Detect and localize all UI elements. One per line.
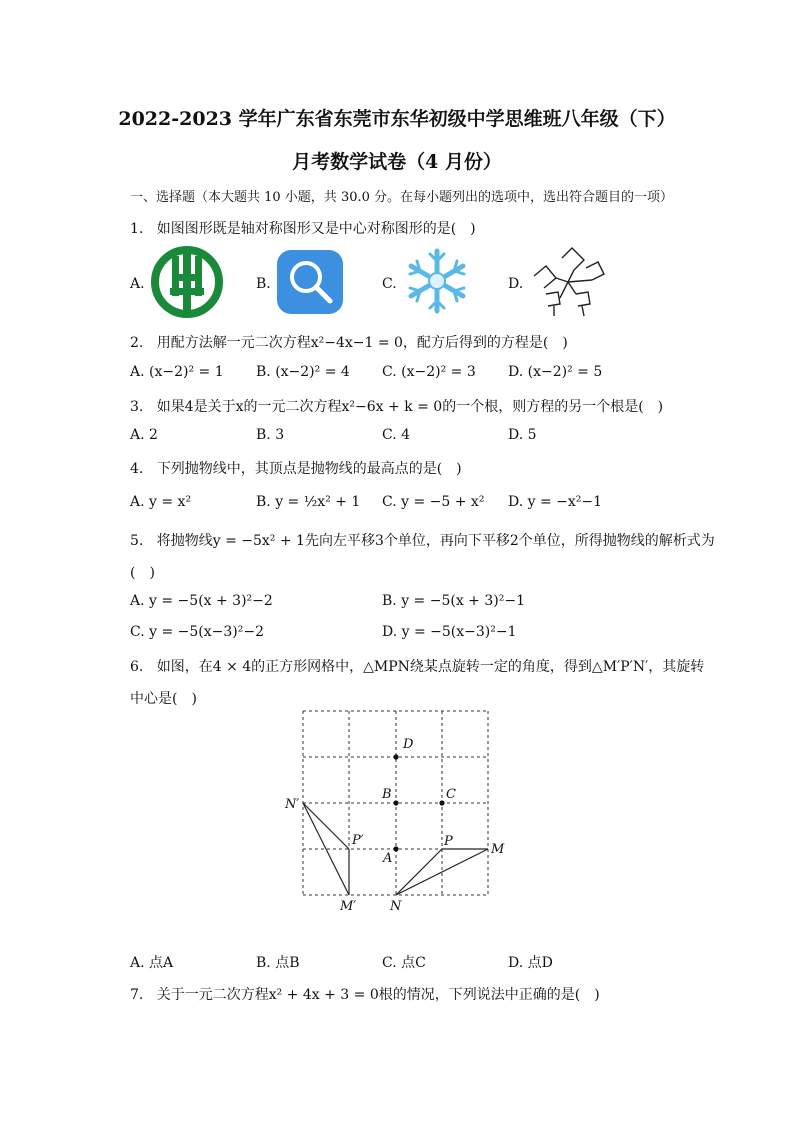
question-stem: 将抛物线y = −5x² + 1先向左平移3个单位，再向下平移2个单位，所得抛物线的解析式为	[156, 533, 715, 549]
question-stem: 用配方法解一元二次方程x²−4x−1 = 0，配方后得到的方程是( )	[156, 335, 568, 351]
option-a: A. 点A	[130, 955, 174, 971]
option-label: C.	[382, 276, 397, 292]
option-d: D. (x−2)² = 5	[508, 364, 603, 380]
question-number: 7.	[130, 987, 144, 1003]
label-d: D	[403, 737, 414, 752]
label-a: A	[383, 851, 393, 866]
option-a: A. (x−2)² = 1	[130, 364, 224, 380]
option-d: D. 5	[508, 427, 537, 443]
option-c: C. 4	[382, 427, 411, 443]
question-number: 4.	[130, 461, 144, 477]
page-title-line2: 月考数学试卷（4 月份）	[292, 151, 502, 173]
option-label: B.	[256, 276, 271, 292]
option-label: A.	[130, 276, 145, 292]
option-c: C. y = −5 + x²	[382, 494, 485, 510]
label-m: M	[491, 842, 505, 857]
question-stem-continued: 中心是( )	[130, 691, 197, 707]
point-a	[393, 846, 398, 851]
question-number: 5.	[130, 533, 144, 549]
question-stem-continued: ( )	[130, 565, 155, 581]
option-b: B. y = ½x² + 1	[256, 494, 361, 510]
label-n-prime: N′	[285, 797, 300, 812]
question-2	[130, 332, 568, 352]
option-b: B. 3	[256, 427, 285, 443]
option-a: A. y = x²	[130, 494, 192, 510]
label-m-prime: M′	[340, 899, 357, 914]
option-d: D. 点D	[508, 955, 553, 971]
question-5	[130, 530, 715, 550]
question-1	[130, 218, 476, 238]
rotation-grid-figure	[280, 700, 510, 920]
question-number: 3.	[130, 399, 144, 415]
option-c: C. y = −5(x−3)²−2	[130, 624, 264, 640]
section-heading: 一、选择题（本大题共 10 小题，共 30.0 分。在每小题列出的选项中，选出符合题目的一项）	[130, 190, 674, 205]
question-3	[130, 396, 663, 416]
question-number: 1.	[130, 221, 144, 237]
label-b: B	[382, 787, 392, 802]
search-app-icon	[276, 249, 344, 315]
snowflake-icon	[404, 248, 470, 314]
option-c: C. (x−2)² = 3	[382, 364, 476, 380]
point-c	[439, 800, 444, 805]
question-6	[130, 656, 704, 676]
question-stem: 如图图形既是轴对称图形又是中心对称图形的是( )	[156, 221, 476, 237]
option-b: B. 点B	[256, 955, 300, 971]
point-b	[393, 800, 398, 805]
question-stem: 如果4是关于x的一元二次方程x²−6x + k = 0的一个根，则方程的另一个根是( )	[156, 399, 664, 415]
question-7	[130, 984, 600, 1004]
option-c: C. 点C	[382, 955, 426, 971]
question-4	[130, 458, 462, 478]
option-b: B. (x−2)² = 4	[256, 364, 350, 380]
question-stem: 关于一元二次方程x² + 4x + 3 = 0根的情况，下列说法中正确的是( )	[156, 987, 600, 1003]
page-title-line1: 2022-2023 学年广东省东莞市东华初级中学思维班八年级（下）	[118, 108, 676, 130]
option-label: D.	[508, 276, 524, 292]
question-stem: 如图，在4 × 4的正方形网格中，△MPN绕某点旋转一定的角度，得到△M′P′N′，其旋转	[156, 659, 705, 675]
option-d: D. y = −5(x−3)²−1	[382, 624, 517, 640]
question-stem: 下列抛物线中，其顶点是抛物线的最高点的是( )	[156, 461, 462, 477]
label-p: P	[444, 834, 453, 849]
option-a: A. y = −5(x + 3)²−2	[130, 593, 273, 609]
option-b: B. y = −5(x + 3)²−1	[382, 593, 525, 609]
option-a: A. 2	[130, 427, 158, 443]
point-d	[393, 754, 398, 759]
label-c: C	[446, 787, 456, 802]
option-d: D. y = −x²−1	[508, 494, 603, 510]
label-p-prime: P′	[352, 833, 364, 848]
pinwheel-figure-icon	[526, 244, 610, 320]
question-number: 2.	[130, 335, 144, 351]
label-n: N	[390, 899, 402, 914]
question-number: 6.	[130, 659, 144, 675]
bank-logo-icon	[150, 246, 224, 318]
